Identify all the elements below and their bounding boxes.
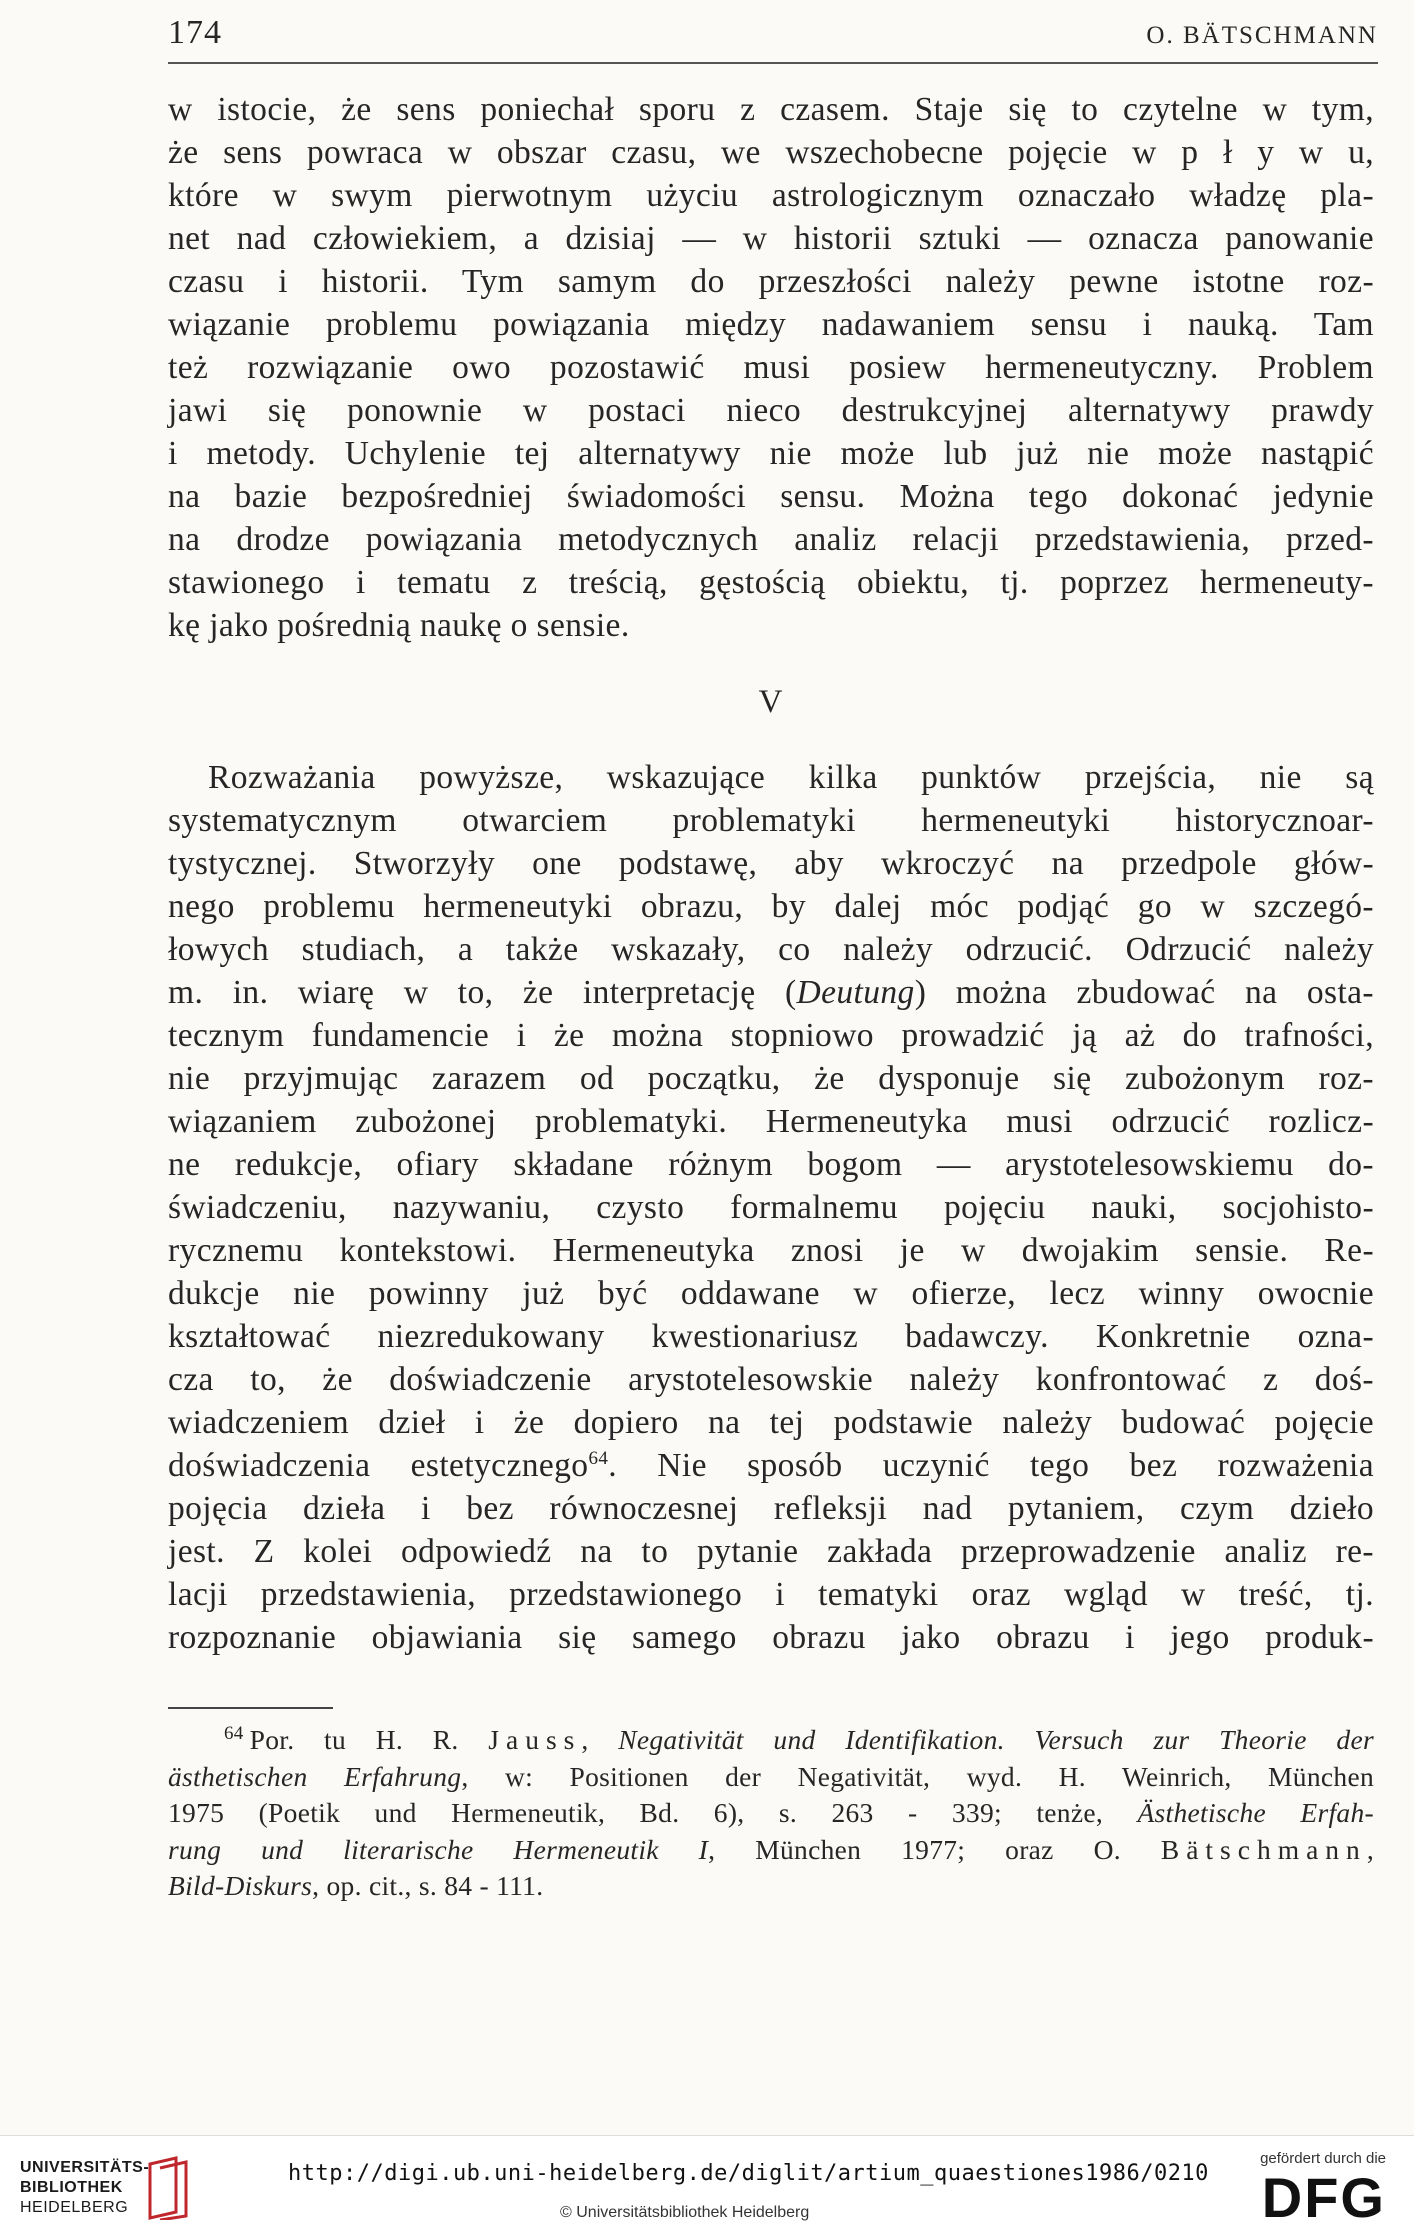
digitization-footer [0,2135,1414,2240]
book-title: ästhetischen Erfahrung [168,1760,462,1792]
text-line: net nad człowiekiem, a dzisiaj — w historii sztuki — oznacza panowanie [168,220,1374,257]
text-run: ) można zbudować na osta- [914,974,1374,1011]
text-line: dukcje nie powinny już być oddawane w ofierze, lecz winny owocnie [168,1275,1374,1312]
footnote-reference[interactable]: 64 [588,1448,609,1469]
text-line: w istocie, że sens poniechał sporu z czasem. Staje się to czytelne w tym, [168,91,1374,128]
text-run: 1975 (Poetik und Hermeneutik, Bd. 6), s. 263 - 339; tenże, [168,1797,1138,1828]
library-name-line: UNIVERSITÄTS- [20,2159,150,2176]
text-run: . Nie sposób uczynić tego bez rozważenia [608,1447,1374,1484]
text-line: łowych studiach, a także wskazały, co należy odrzucić. Odrzucić należy [168,931,1374,968]
author-name: Jauss [488,1724,582,1755]
text-line: i metody. Uchylenie tej alternatywy nie może lub już nie może nastąpić [168,435,1374,472]
library-name-line: HEIDELBERG [20,2199,129,2216]
text-line: na drodze powiązania metodycznych analiz relacji przedstawienia, przed- [168,521,1374,558]
text-line: na bazie bezpośredniej świadomości sensu. Można tego dokonać jedynie [168,478,1374,515]
text-line: kę jako pośrednią naukę o sensie. [168,607,630,644]
text-run: Por. tu H. R. [249,1724,489,1755]
text-line: że sens powraca w obszar czasu, we wszechobecne pojęcie w p ł y w u, [168,134,1374,171]
footnote-number: 64 [224,1723,244,1744]
italic-term: Deutung [796,974,915,1011]
text-run: doświadczenia estetycznego [168,1447,589,1484]
text-line: świadczeniu, nazywaniu, czysto formalnemu pojęciu nauki, socjohisto- [168,1189,1374,1226]
footnote-line [168,1759,1374,1796]
text-run: , [1366,1833,1374,1865]
text-line: rycznemu kontekstowi. Hermeneutyka znosi je w dwojakim sensie. Re- [168,1232,1374,1269]
text-line: jawi się ponownie w postaci nieco destrukcyjnej alternatywy prawdy [168,392,1374,429]
text-line: wiadczeniem dzieł i że dopiero na tej podstawie należy budować pojęcie [168,1404,1374,1441]
main-text [168,88,1374,1659]
copyright-text: © Universitätsbibliothek Heidelberg [560,2204,810,2221]
book-title: rung und literarische Hermeneutik I [168,1833,709,1865]
text-run: , München 1977; oraz O. [708,1833,1161,1865]
text-run: m. in. wiarę w to, że interpretację ( [168,974,797,1011]
text-run: , w: Positionen der Negativität, wyd. H. Weinrich, München [461,1760,1374,1792]
text-line: ne redukcje, ofiary składane różnym bogom — arystotelesowskiemu do- [168,1146,1374,1183]
library-name [20,2158,149,2218]
book-title: Bild-Diskurs [168,1870,313,1901]
permalink-url[interactable]: http://digi.ub.uni-heidelberg.de/diglit/artium_quaestiones1986/0210 [288,2161,1209,2186]
text-line: Rozważania powyższe, wskazujące kilka punktów przejścia, nie są [208,759,1374,796]
book-title: Negativität und Identifikation. Versuch zur Theorie der [618,1724,1374,1755]
paragraph-2 [168,756,1374,1659]
text-line: lacji przedstawienia, przedstawionego i tematyki oraz wgląd w treść, tj. [168,1576,1374,1613]
text-line: które w swym pierwotnym użyciu astrologicznym oznaczało władzę pla- [168,177,1374,214]
footnote-line [168,1795,1374,1832]
footnote-line [168,1832,1374,1869]
text-line: kształtować niezredukowany kwestionariusz badawczy. Konkretnie ozna- [168,1318,1374,1355]
dfg-logo: DFG [1261,2166,1386,2229]
text-line: tecznym fundamencie i że można stopniowo prowadzić ją aż do trafności, [168,1017,1374,1054]
footnote-rule [168,1707,333,1709]
library-logo-icon [140,2156,196,2220]
section-heading: V [758,684,784,720]
footnote [168,1722,1374,1905]
book-title: Ästhetische Erfah- [1137,1797,1374,1828]
text-line: nie przyjmując zarazem od początku, że dysponuje się zubożonym roz- [168,1060,1374,1097]
footnote-line [168,1722,1374,1759]
text-line: rozpoznanie objawiania się samego obrazu jako obrazu i jego produk- [168,1619,1374,1656]
page-number: 174 [168,14,222,51]
text-line: jest. Z kolei odpowiedź na to pytanie zakłada przeprowadzenie analiz re- [168,1533,1374,1570]
footnote-line [168,1868,1374,1905]
text-line: systematycznym otwarciem problematyki hermeneutyki historycznoar- [168,802,1374,839]
text-line: wiązaniem zubożonej problematyki. Hermeneutyka musi odrzucić rozlicz- [168,1103,1374,1140]
text-run: , [581,1724,619,1755]
funding-note: gefördert durch die [1260,2150,1386,2167]
text-line: cza to, że doświadczenie arystotelesowskie należy konfrontować z doś- [168,1361,1374,1398]
text-line: nego problemu hermeneutyki obrazu, by dalej móc podjąć go w szczegó- [168,888,1374,925]
paragraph-1 [168,88,1374,647]
running-head-author: O. BÄTSCHMANN [1146,22,1378,49]
text-line: stawionego i tematu z treścią, gęstością obiektu, tj. poprzez hermeneuty- [168,564,1374,601]
text-line: też rozwiązanie owo pozostawić musi posiew hermeneutyczny. Problem [168,349,1374,386]
text-line: tystycznej. Stworzyły one podstawę, aby wkroczyć na przedpole głów- [168,845,1374,882]
header-rule [168,62,1378,64]
text-line: pojęcia dzieła i bez równoczesnej refleksji nad pytaniem, czym dzieło [168,1490,1374,1527]
author-name: Bätschmann [1160,1833,1367,1865]
library-name-line: BIBLIOTHEK [20,2179,123,2196]
text-line: wiązanie problemu powiązania między nadawaniem sensu i nauką. Tam [168,306,1374,343]
text-run: , op. cit., s. 84 - 111. [312,1870,544,1901]
text-line [168,1444,1374,1487]
text-line [168,971,1374,1014]
text-line: czasu i historii. Tym samym do przeszłości należy pewne istotne roz- [168,263,1374,300]
